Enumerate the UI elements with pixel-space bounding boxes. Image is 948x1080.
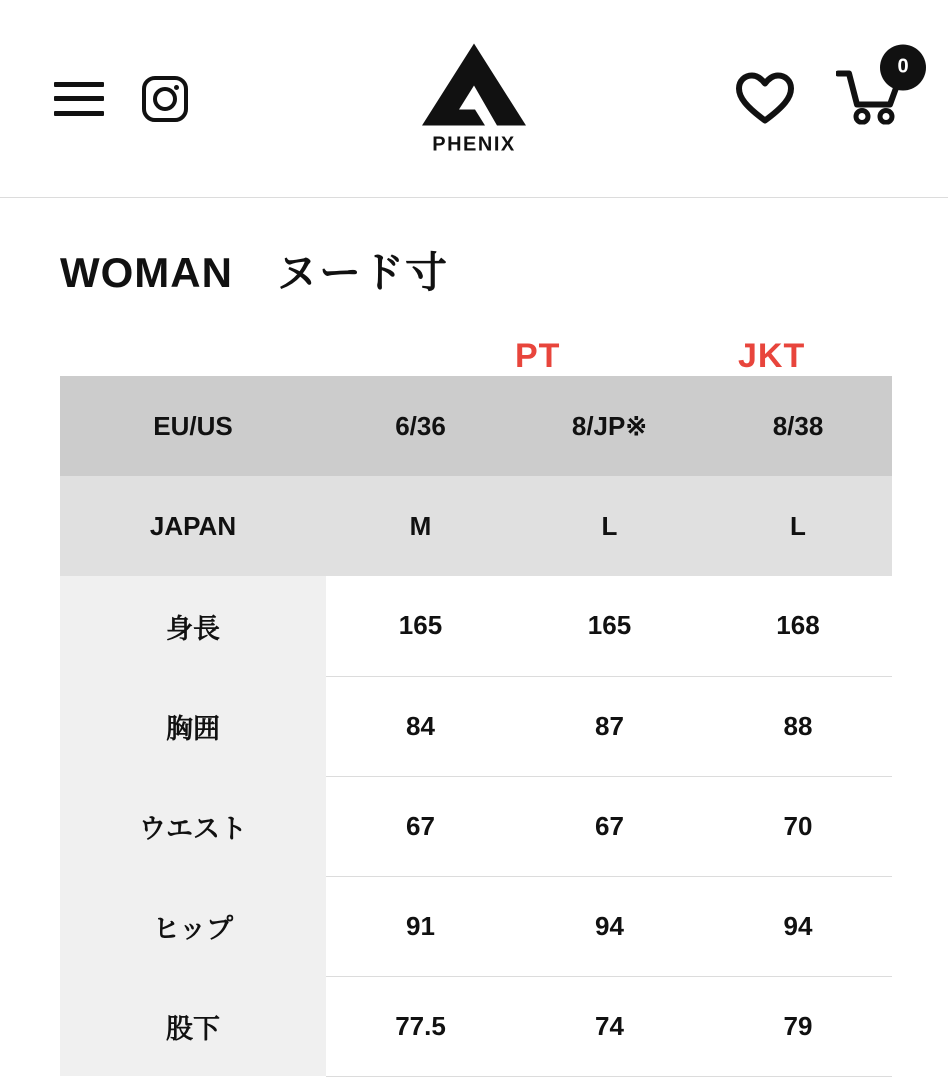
cell-value: 67 (326, 776, 515, 876)
hamburger-bar (54, 82, 104, 87)
cell-value: 87 (515, 676, 704, 776)
size-chart-head (60, 376, 892, 576)
page-title: WOMAN ヌード寸 (60, 249, 448, 296)
cell-value: 84 (326, 676, 515, 776)
instagram-icon[interactable] (142, 76, 188, 122)
cell-value: 79 (704, 976, 892, 1076)
brand-logo[interactable] (419, 41, 529, 156)
cell-value: 74 (515, 976, 704, 1076)
table-row-eu-us (60, 376, 892, 476)
column-tag-row (60, 330, 892, 376)
table-row (60, 976, 892, 1076)
cell-value: 165 (326, 576, 515, 676)
heart-icon[interactable] (736, 73, 794, 125)
table-row (60, 576, 892, 676)
row-label: 股下 (60, 976, 326, 1076)
hamburger-bar (54, 96, 104, 101)
row-label: 身長 (60, 576, 326, 676)
column-tag-pt: PT (515, 337, 561, 375)
row-label: EU/US (60, 376, 326, 476)
cell-value: 88 (704, 676, 892, 776)
site-header (0, 0, 948, 198)
cell-value: 168 (704, 576, 892, 676)
size-chart-body (60, 576, 892, 1076)
size-chart-section (0, 330, 948, 1077)
column-tag-jkt: JKT (738, 337, 806, 375)
cell-jp-col1: M (326, 476, 515, 576)
cell-value: 67 (515, 776, 704, 876)
table-row (60, 876, 892, 976)
header-right-group (736, 55, 909, 129)
header-left-group (0, 76, 188, 122)
cell-value: 77.5 (326, 976, 515, 1076)
phenix-triangle-icon (419, 41, 529, 127)
cell-value: 70 (704, 776, 892, 876)
table-row-japan (60, 476, 892, 576)
cell-eu-col3: 8/38 (704, 376, 892, 476)
table-row (60, 676, 892, 776)
size-chart-table (60, 376, 892, 1077)
cart-button[interactable] (836, 55, 909, 129)
cell-value: 94 (704, 876, 892, 976)
cell-eu-col2: 8/JP※ (515, 376, 704, 476)
cell-eu-col1: 6/36 (326, 376, 515, 476)
row-label: ウエスト (60, 776, 326, 876)
cell-value: 165 (515, 576, 704, 676)
cell-value: 94 (515, 876, 704, 976)
cell-jp-col2: L (515, 476, 704, 576)
row-label: 胸囲 (60, 676, 326, 776)
table-row (60, 776, 892, 876)
hamburger-bar (54, 111, 104, 116)
cell-value: 91 (326, 876, 515, 976)
row-label: JAPAN (60, 476, 326, 576)
hamburger-menu-icon[interactable] (54, 82, 104, 116)
brand-name: PHENIX (432, 133, 516, 155)
cart-count-badge: 0 (880, 44, 926, 90)
row-label: ヒップ (60, 876, 326, 976)
cell-jp-col3: L (704, 476, 892, 576)
